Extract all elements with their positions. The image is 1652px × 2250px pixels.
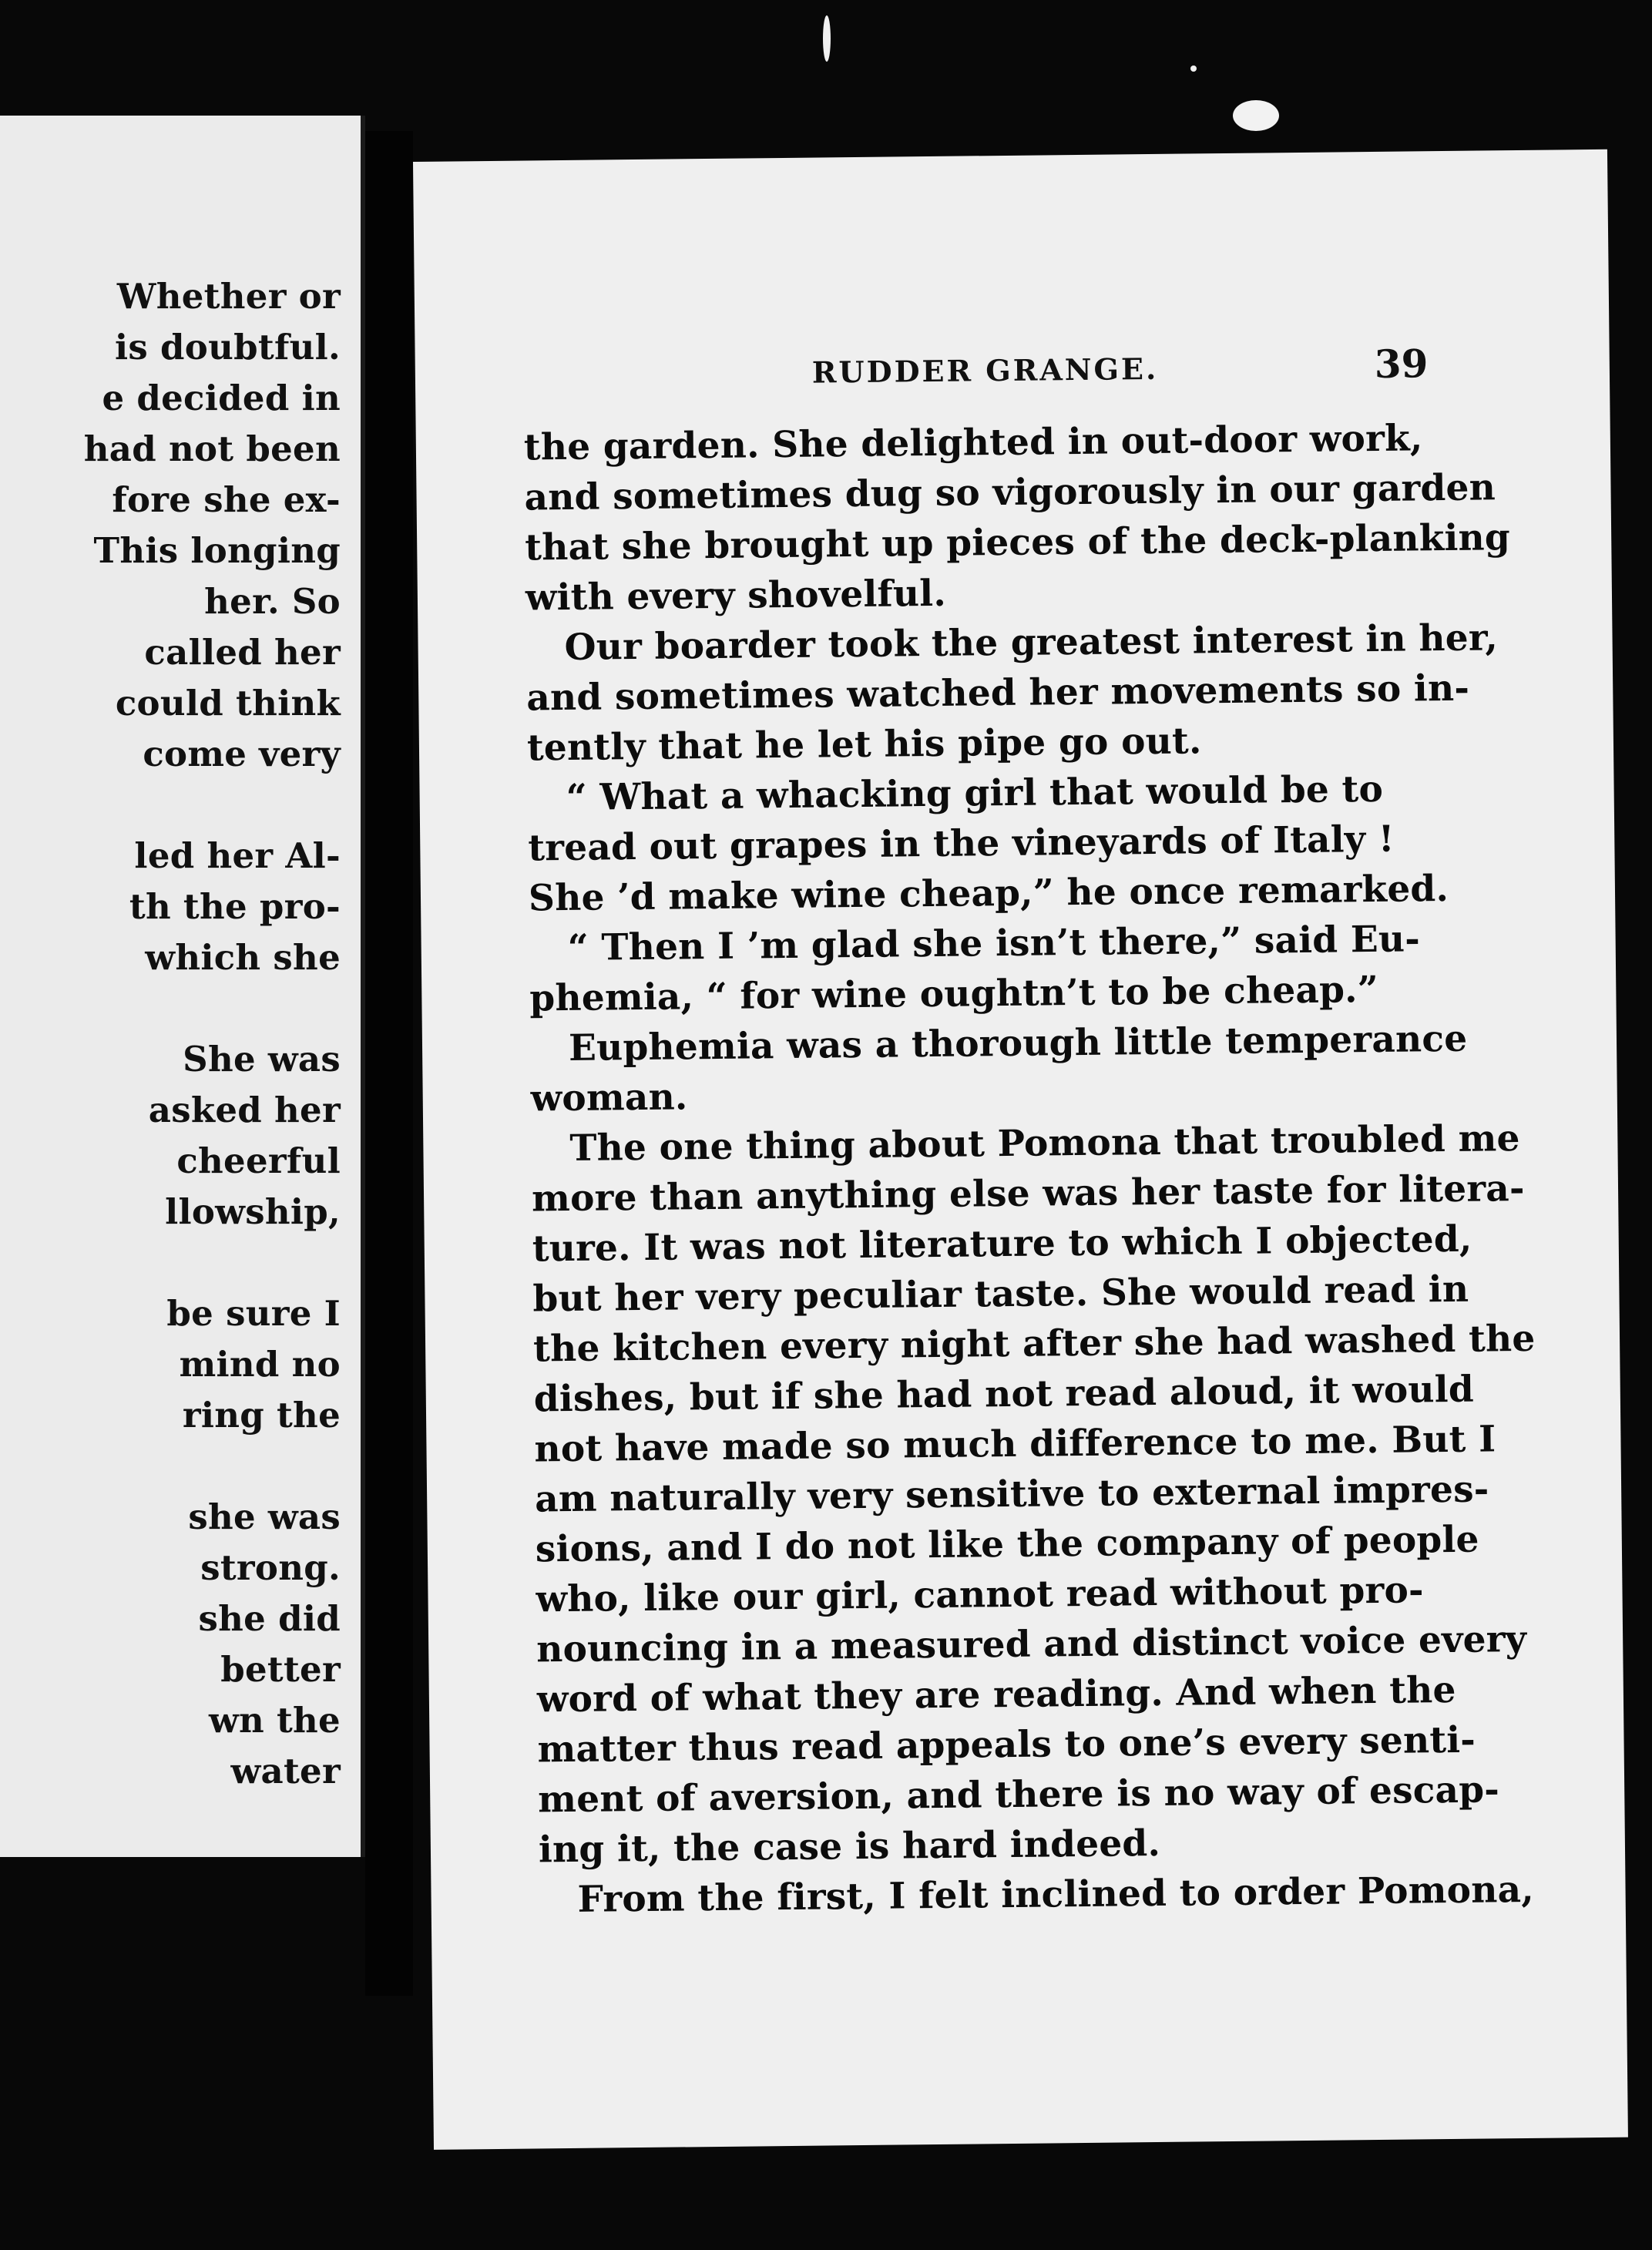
book-spine-shadow xyxy=(365,131,413,1996)
text-line: nouncing in a measured and distinct voice every xyxy=(536,1617,1527,1671)
left-page-line: her. So xyxy=(204,581,341,622)
left-page-line: called her xyxy=(144,632,341,673)
left-page-line: fore she ex- xyxy=(112,479,341,520)
text-line: the kitchen every night after she had washed the xyxy=(532,1317,1536,1371)
text-line: From the first, I felt inclined to order Pomona, xyxy=(577,1868,1535,1921)
text-line: that she brought up pieces of the deck-planking xyxy=(524,516,1511,569)
left-page-line: llowship, xyxy=(165,1191,341,1232)
left-page-line: ring the xyxy=(182,1395,341,1436)
text-line: dishes, but if she had not read aloud, it would xyxy=(533,1368,1475,1421)
page-number: 39 xyxy=(1374,341,1429,387)
text-line: sions, and I do not like the company of people xyxy=(535,1518,1479,1571)
left-page-line: This longing xyxy=(93,530,341,571)
left-page-line: cheerful xyxy=(176,1140,341,1181)
left-page-line: she was xyxy=(188,1496,341,1537)
left-page-line: th the pro- xyxy=(129,886,341,927)
text-line: The one thing about Pomona that troubled me xyxy=(569,1117,1520,1170)
text-line: She ’d make wine cheap,” he once remarked. xyxy=(528,867,1449,920)
left-page-line: come very xyxy=(143,734,341,774)
left-page-line: water xyxy=(230,1751,341,1792)
text-line: not have made so much difference to me. But I xyxy=(534,1418,1496,1471)
left-page-line: she did xyxy=(198,1598,341,1639)
text-line: with every shovelful. xyxy=(525,572,947,620)
left-page-line: e decided in xyxy=(102,378,341,418)
text-line: who, like our girl, cannot read without pro- xyxy=(536,1569,1424,1621)
text-line: Euphemia was a thorough little temperance xyxy=(568,1017,1468,1070)
text-line: and sometimes watched her movements so in- xyxy=(526,667,1470,720)
text-line: and sometimes dug so vigorously in our garden xyxy=(524,466,1496,519)
left-page xyxy=(0,116,365,1857)
text-line: ing it, the case is hard indeed. xyxy=(538,1822,1161,1872)
text-line: “ What a whacking girl that would be to xyxy=(566,767,1384,819)
left-page-line: better xyxy=(220,1649,341,1690)
text-line: more than anything else was her taste for litera- xyxy=(531,1167,1525,1221)
text-line: ture. It was not literature to which I objected, xyxy=(532,1217,1472,1271)
left-page-line: mind no xyxy=(179,1344,341,1385)
text-line: matter thus read appeals to one’s every senti- xyxy=(537,1718,1476,1771)
left-page-line: Whether or xyxy=(116,276,341,317)
text-line: phemia, “ for wine oughtn’t to be cheap.” xyxy=(529,968,1379,1020)
right-page xyxy=(413,149,1628,2150)
text-line: “ Then I ’m glad she isn’t there,” said Eu- xyxy=(567,918,1421,969)
left-page-line: had not been xyxy=(83,428,341,469)
text-line: Our boarder took the greatest interest in her, xyxy=(564,616,1499,669)
left-page-line: is doubtful. xyxy=(115,327,341,368)
left-page-line: strong. xyxy=(200,1547,341,1588)
left-page-line: which she xyxy=(145,937,341,978)
left-page-line: could think xyxy=(115,683,341,724)
left-page-line: led her Al- xyxy=(134,835,341,876)
text-line: woman. xyxy=(530,1076,688,1120)
left-page-line: asked her xyxy=(148,1090,341,1130)
running-head: RUDDER GRANGE. xyxy=(811,351,1159,390)
left-page-line: She was xyxy=(183,1039,341,1080)
left-page-line: be sure I xyxy=(166,1293,341,1334)
page-header xyxy=(415,341,1610,405)
text-line: am naturally very sensitive to external impres- xyxy=(534,1468,1489,1521)
left-page-line: wn the xyxy=(208,1700,341,1741)
text-line: tread out grapes in the vineyards of Italy ! xyxy=(528,818,1395,870)
text-line: tently that he let his pipe go out. xyxy=(526,720,1202,770)
text-line: the garden. She delighted in out-door work, xyxy=(523,417,1423,469)
text-line: ment of aversion, and there is no way of escap- xyxy=(537,1768,1500,1822)
text-line: but her very peculiar taste. She would read in xyxy=(532,1268,1469,1321)
text-line: word of what they are reading. And when the xyxy=(536,1668,1456,1721)
body-text xyxy=(523,413,1536,1925)
